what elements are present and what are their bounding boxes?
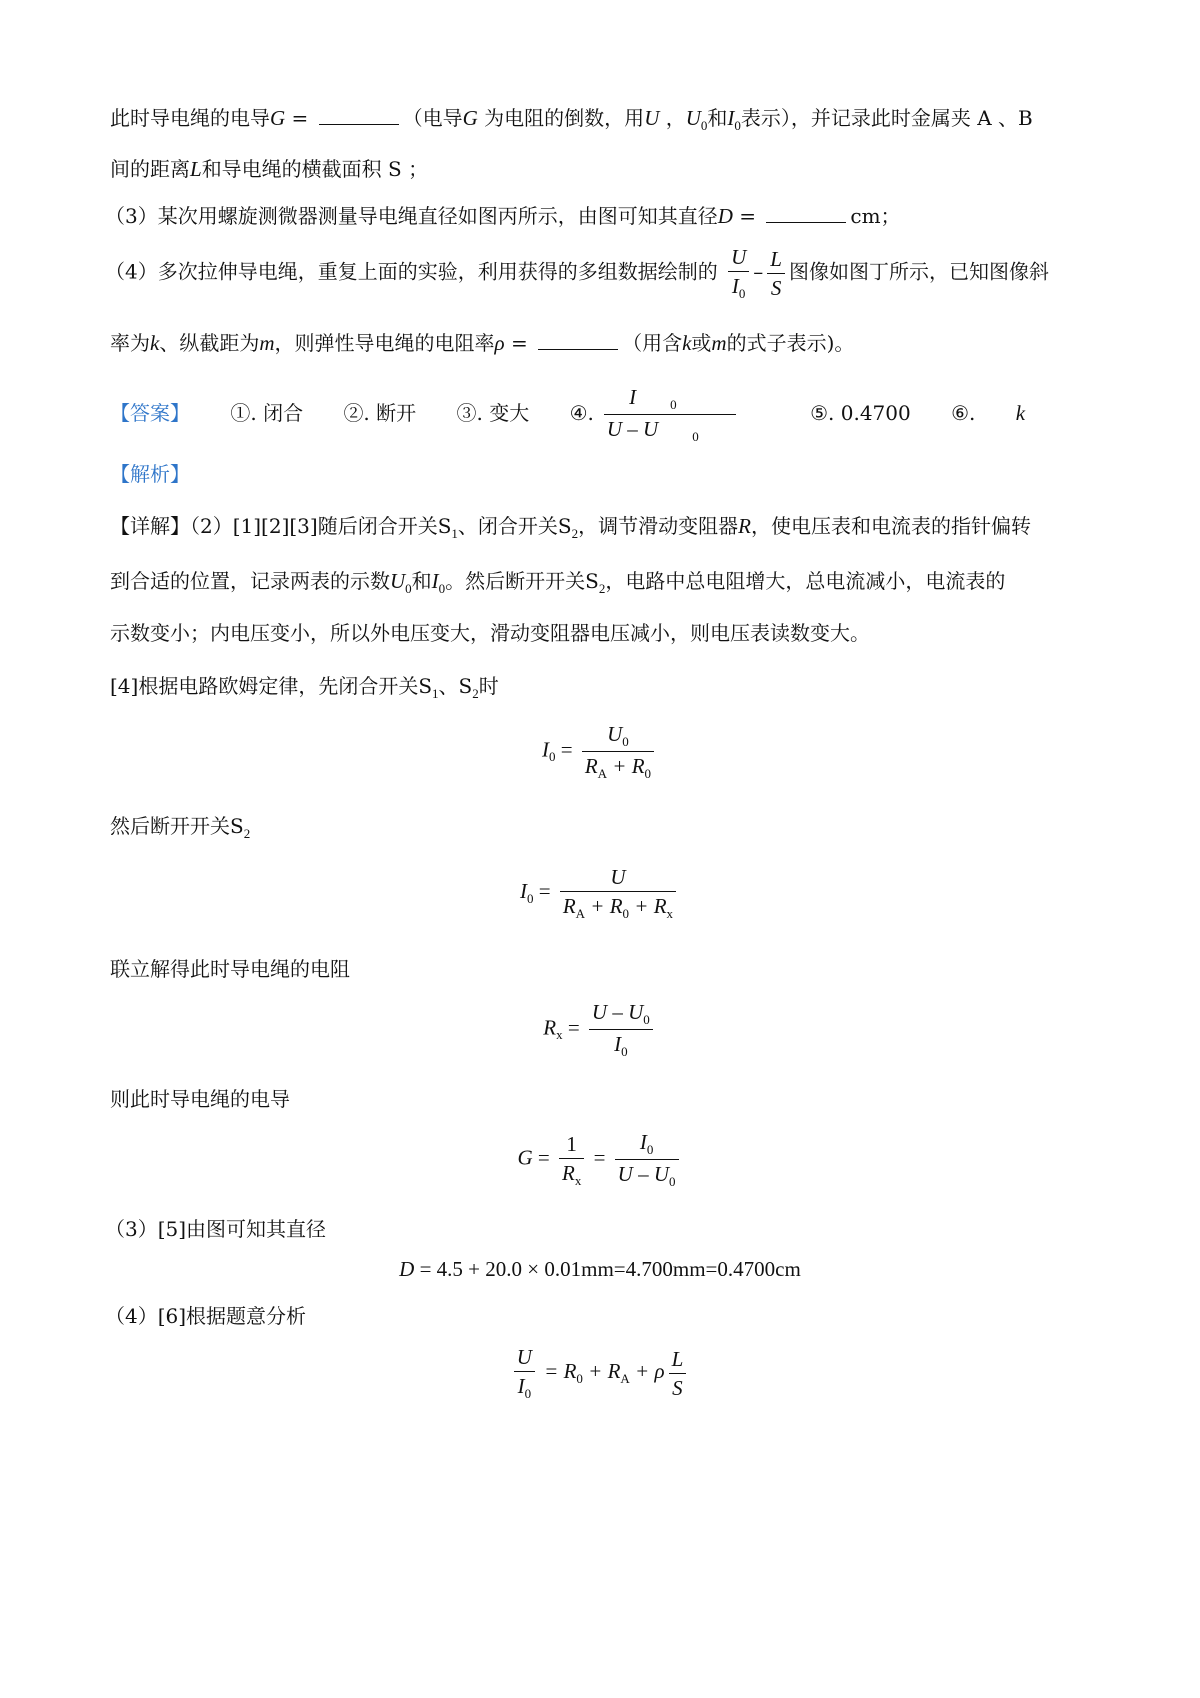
answer-item-1: ①. 闭合	[230, 401, 304, 425]
equals: =	[285, 106, 315, 130]
question-line-2	[110, 153, 428, 182]
answer-fraction: $\frac{I _0}{U - U _0}$	[604, 385, 770, 444]
question-3	[105, 200, 901, 229]
fraction-L-over-S: $\frac{L}{S}$	[767, 247, 785, 300]
question-line-1	[110, 102, 1033, 131]
minus: –	[753, 259, 764, 284]
equation-6: $\frac{U}{I_0}$ = $R_0 + R_A + \rho$ $\frac{L}{S}$	[0, 1345, 1200, 1401]
equation-5: D = 4.5 + 20.0 × 0.01mm=4.700mm=0.4700cm	[399, 1257, 801, 1281]
detail-line-2: 到合适的位置，记录两表的示数$U_0$和$I_0$。然后断开开关$S_2$，电路中总电阻增大，总电流减小，电流表的	[110, 569, 1006, 596]
text: 的式子表示)。	[726, 331, 855, 355]
symbol-G: G	[270, 106, 286, 130]
detail-line-4: [4]根据电路欧姆定律，先闭合开关$S_1$、$S_2$时	[110, 674, 499, 701]
equation-1: $I_0$ = $\frac{U_0}{R_A + R_0}$	[0, 722, 1200, 781]
text: 间的距离	[110, 157, 190, 181]
text: 和导电绳的横截面积 S ；	[201, 157, 429, 181]
answer-item-3: ③. 变大	[456, 401, 530, 425]
subscript: 0	[734, 118, 741, 133]
text-open-switch: 然后断开开关$S_2$	[110, 814, 251, 841]
text-joint-solution: 联立解得此时导电绳的电阻	[110, 957, 350, 981]
symbol-k: k	[682, 331, 692, 355]
answer-item-2: ②. 断开	[343, 401, 417, 425]
fraction-U-over-I0: $\frac{U}{I_0}$	[728, 245, 749, 301]
equation-3: $R_x$ = $\frac{U - U_0}{I_0}$	[0, 1000, 1200, 1059]
text: 表示），并记录此时金属夹 A 、B	[740, 106, 1033, 130]
equals: =	[504, 331, 535, 355]
text: 此时导电绳的电导	[110, 106, 270, 130]
symbol-G: G	[462, 106, 478, 130]
question-4-line-2	[110, 327, 854, 356]
equation-4: G = $\frac{1}{R_x}$ = $\frac{I_0}{U - U_0}$	[0, 1130, 1200, 1189]
analysis-label: 【解析】	[110, 462, 190, 486]
text: 为电阻的倒数，用	[477, 106, 645, 130]
symbol-m: m	[259, 331, 275, 355]
symbol-U: U	[644, 106, 660, 130]
answer-blank-D	[766, 204, 846, 223]
text: 和	[707, 106, 728, 130]
equals: =	[732, 204, 763, 228]
subscript: 0	[700, 118, 708, 133]
symbol-L: L	[190, 157, 202, 181]
text-part3-diameter: （3）[5]由图可知其直径	[105, 1217, 327, 1241]
text: （电导	[402, 106, 463, 130]
answer-blank-G	[319, 106, 399, 125]
detail-line-3: 示数变小；内电压变小，所以外电压变大，滑动变阻器电压减小，则电压表读数变大。	[110, 621, 870, 645]
answer-label: 【答案】	[110, 401, 190, 425]
text: cm；	[850, 204, 901, 228]
text: 或	[691, 331, 712, 355]
question-4	[105, 245, 1049, 301]
symbol-k: k	[150, 331, 160, 355]
answer-line	[110, 385, 1059, 444]
text: ，	[659, 106, 686, 130]
text: ，则弹性导电绳的电阻率	[274, 331, 495, 355]
answer-blank-rho	[538, 331, 618, 350]
symbol-k: k	[1015, 401, 1026, 425]
equation-2: $I_0$ = $\frac{U}{R_A + R_0 + R_x}$	[0, 865, 1200, 921]
text-conductance: 则此时导电绳的电导	[110, 1087, 290, 1111]
answer-item-4: ④.	[569, 401, 594, 425]
detail-line-1: 【详解】（2）[1][2][3]随后闭合开关$S_1$、闭合开关$S_2$，调节滑动变阻器R，使电压表和电流表的指针偏转	[110, 514, 1031, 541]
text: （4）多次拉伸导电绳，重复上面的实验，利用获得的多组数据绘制的	[105, 259, 718, 284]
symbol-U0: U	[685, 106, 701, 130]
text: 率为	[110, 331, 150, 355]
text-part4-analysis: （4）[6]根据题意分析	[105, 1304, 307, 1328]
text: 图像如图丁所示，已知图像斜	[788, 259, 1049, 284]
text: 、纵截距为	[159, 331, 260, 355]
symbol-I0: I	[727, 106, 735, 130]
text: （用含	[622, 331, 683, 355]
answer-item-5: ⑤. 0.4700	[810, 401, 911, 425]
symbol-R: R	[738, 514, 751, 538]
answer-item-6: ⑥.	[951, 401, 976, 425]
symbol-D: D	[717, 204, 733, 228]
symbol-rho: ρ	[494, 331, 505, 355]
symbol-m: m	[711, 331, 727, 355]
text: （3）某次用螺旋测微器测量导电绳直径如图丙所示，由图可知其直径	[105, 204, 718, 228]
